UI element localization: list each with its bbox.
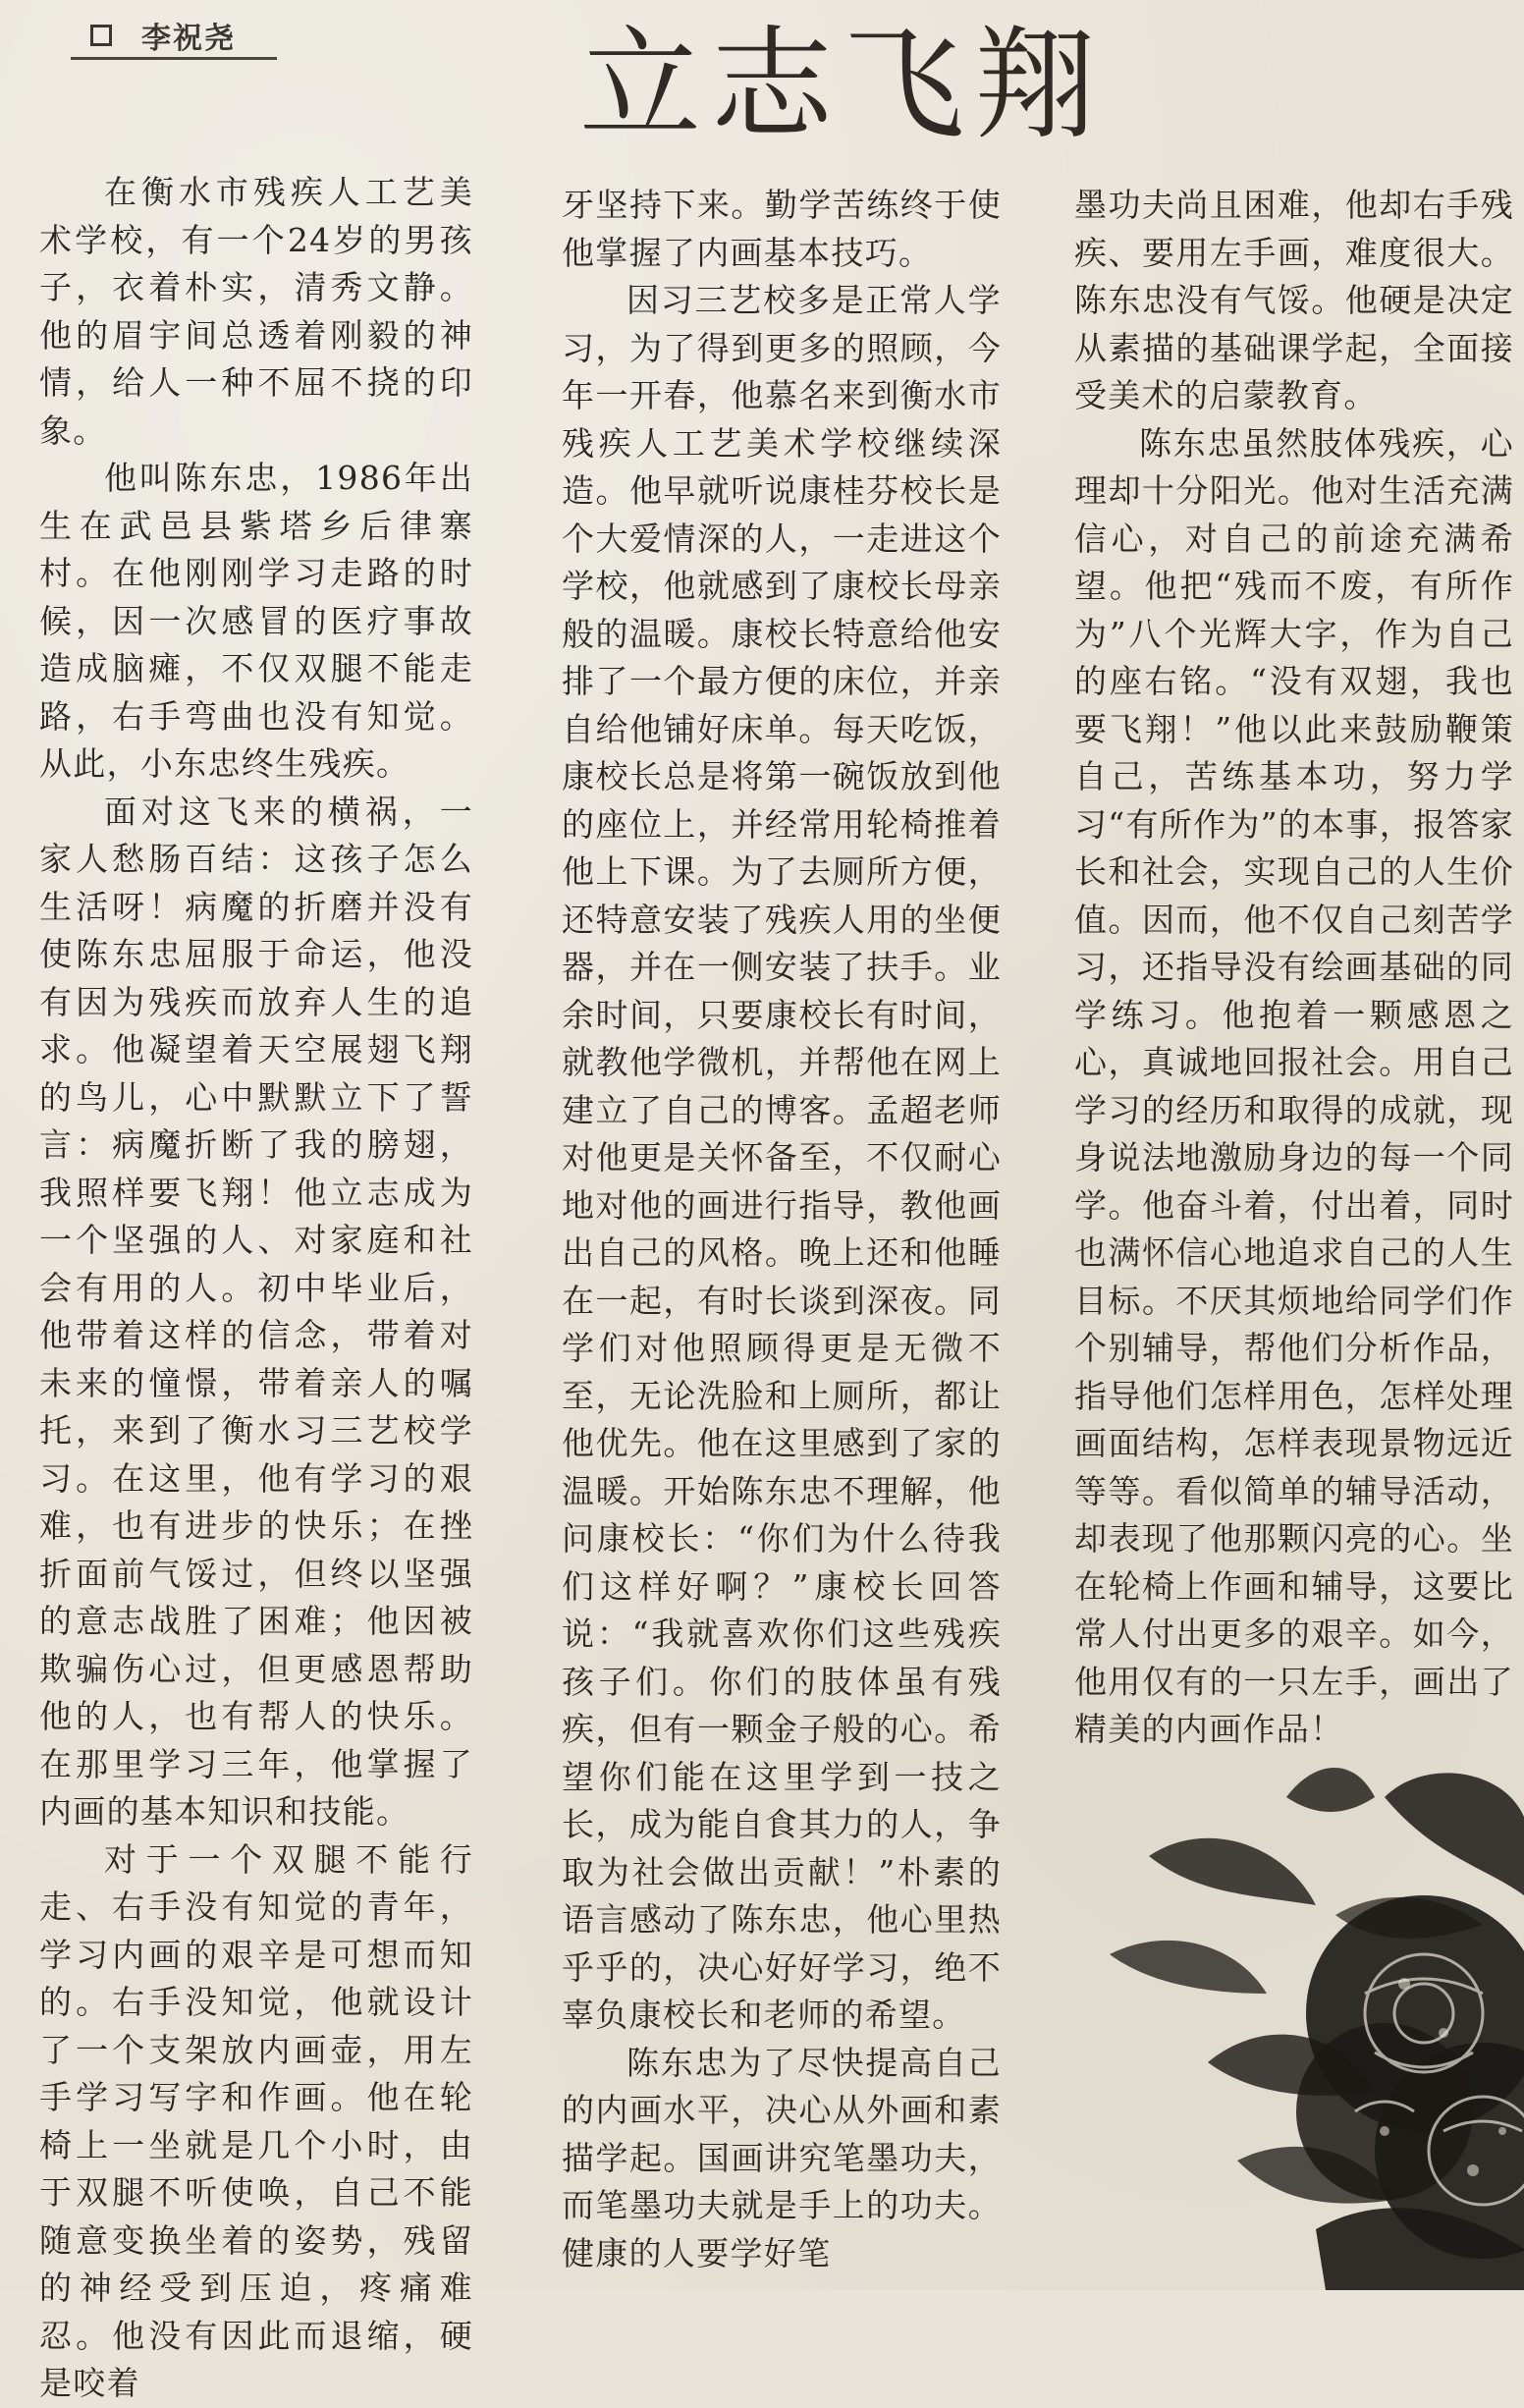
paragraph: 在衡水市残疾人工艺美术学校，有一个24岁的男孩子，衣着朴实，清秀文静。他的眉宇间总透着刚毅的神情，给人一种不屈不挠的印象。	[39, 173, 473, 450]
byline-box-icon	[90, 25, 112, 46]
paragraph-continued: 墨功夫尚且困难，他却右手残疾、要用左手画，难度很大。陈东忠没有气馁。他硬是决定从素描的基础课学起，全面接受美术的启蒙教育。	[1074, 186, 1514, 414]
byline-rule	[71, 57, 277, 60]
paragraph: 因习三艺校多是正常人学习，为了得到更多的照顾，今年一开春，他慕名来到衡水市残疾人工艺美术学校继续深造。他早就听说康桂芬校长是个大爱情深的人，一走进这个学校，他就感到了康校长母亲般的温暖。康校长特意给他安排了一个最方便的床位，并亲自给他铺好床单。每天吃饭，康校长总是将第一碗饭放到他的座位上，并经常用轮椅推着他上下课。为了去厕所方便，还特意安装了残疾人用的坐便器，并在一侧安装了扶手。业余时间，只要康校长有时间，就教他学微机，并帮他在网上建立了自己的博客。孟超老师对他更是关怀备至，不仅耐心地对他的画进行指导，教他画出自己的风格。晚上还和他睡在一起，有时长谈到深夜。同学们对他照顾得更是无微不至，无论洗脸和上厕所，都让他优先。他在这里感到了家的温暖。开始陈东忠不理解，他问康校长：“你们为什么待我们这样好啊？”康校长回答说：“我就喜欢你们这些残疾孩子们。你们的肢体虽有残疾，但有一颗金子般的心。希望你们能在这里学到一技之长，成为能自食其力的人，争取为社会做出贡献！”朴素的语言感动了陈东忠，他心里热乎乎的，决心好好学习，绝不辜负康校长和老师的希望。	[562, 281, 1002, 2034]
column-3	[1074, 182, 1514, 1754]
paragraph: 面对这飞来的横祸，一家人愁肠百结：这孩子怎么生活呀！病魔的折磨并没有使陈东忠屈服于命运，他没有因为残疾而放弃人生的追求。他凝望着天空展翅飞翔的鸟儿，心中默默立下了誓言：病魔折断了我的膀翅，我照样要飞翔！他立志成为一个坚强的人、对家庭和社会有用的人。初中毕业后，他带着这样的信念，带着对未来的憧憬，带着亲人的嘱托，来到了衡水习三艺校学习。在这里，他有学习的艰难，也有进步的快乐；在挫折面前气馁过，但终以坚强的意志战胜了困难；他因被欺骗伤心过，但更感恩帮助他的人，也有帮人的快乐。在那里学习三年，他掌握了内画的基本知识和技能。	[39, 792, 473, 1831]
paragraph: 对于一个双腿不能行走、右手没有知觉的青年，学习内画的艰辛是可想而知的。右手没知觉，他就设计了一个支架放内画壶，用左手学习写字和作画。他在轮椅上一坐就是几个小时，由于双腿不听使唤，自己不能随意变换坐着的姿势，残留的神经受到压迫，疼痛难忍。他没有因此而退缩，硬是咬着	[39, 1839, 473, 2402]
paragraph: 陈东忠虽然肢体残疾，心理却十分阳光。他对生活充满信心，对自己的前途充满希望。他把“残而不废，有所作为”八个光辉大字，作为自己的座右铭。“没有双翅，我也要飞翔！”他以此来鼓励鞭策自己，苦练基本功，努力学习“有所作为”的本事，报答家长和社会，实现自己的人生价值。因而，他不仅自己刻苦学习，还指导没有绘画基础的同学练习。他抱着一颗感恩之心，真诚地回报社会。用自己学习的经历和取得的成就，现身说法地激励身边的每一个同学。他奋斗着，付出着，同时也满怀信心地追求自己的人生目标。不厌其烦地给同学们作个别辅导，帮他们分析作品，指导他们怎样用色，怎样处理画面结构，怎样表现景物远近等等。看似简单的辅导活动，却表现了他那颗闪亮的心。坐在轮椅上作画和辅导，这要比常人付出更多的艰辛。如今，他用仅有的一只左手，画出了精美的内画作品！	[1074, 423, 1514, 1748]
author-name: 李祝尧	[141, 22, 236, 56]
article-title: 立志飞翔	[579, 15, 1107, 156]
paragraph: 他叫陈东忠，1986年出生在武邑县紫塔乡后律寨村。在他刚刚学习走路的时候，因一次感冒的医疗事故造成脑瘫，不仅双腿不能走路，右手弯曲也没有知觉。从此，小东忠终生残疾。	[39, 459, 473, 783]
flower-ornament-illustration	[1090, 1738, 1524, 2290]
paragraph: 陈东忠为了尽快提高自己的内画水平，决心从外画和素描学起。国画讲究笔墨功夫，而笔墨功夫就是手上的功夫。健康的人要学好笔	[562, 2043, 1002, 2272]
column-1	[39, 169, 473, 2408]
byline	[90, 14, 236, 57]
column-2	[562, 182, 1002, 2277]
paragraph-continued: 牙坚持下来。勤学苦练终于使他掌握了内画基本技巧。	[562, 186, 1002, 272]
